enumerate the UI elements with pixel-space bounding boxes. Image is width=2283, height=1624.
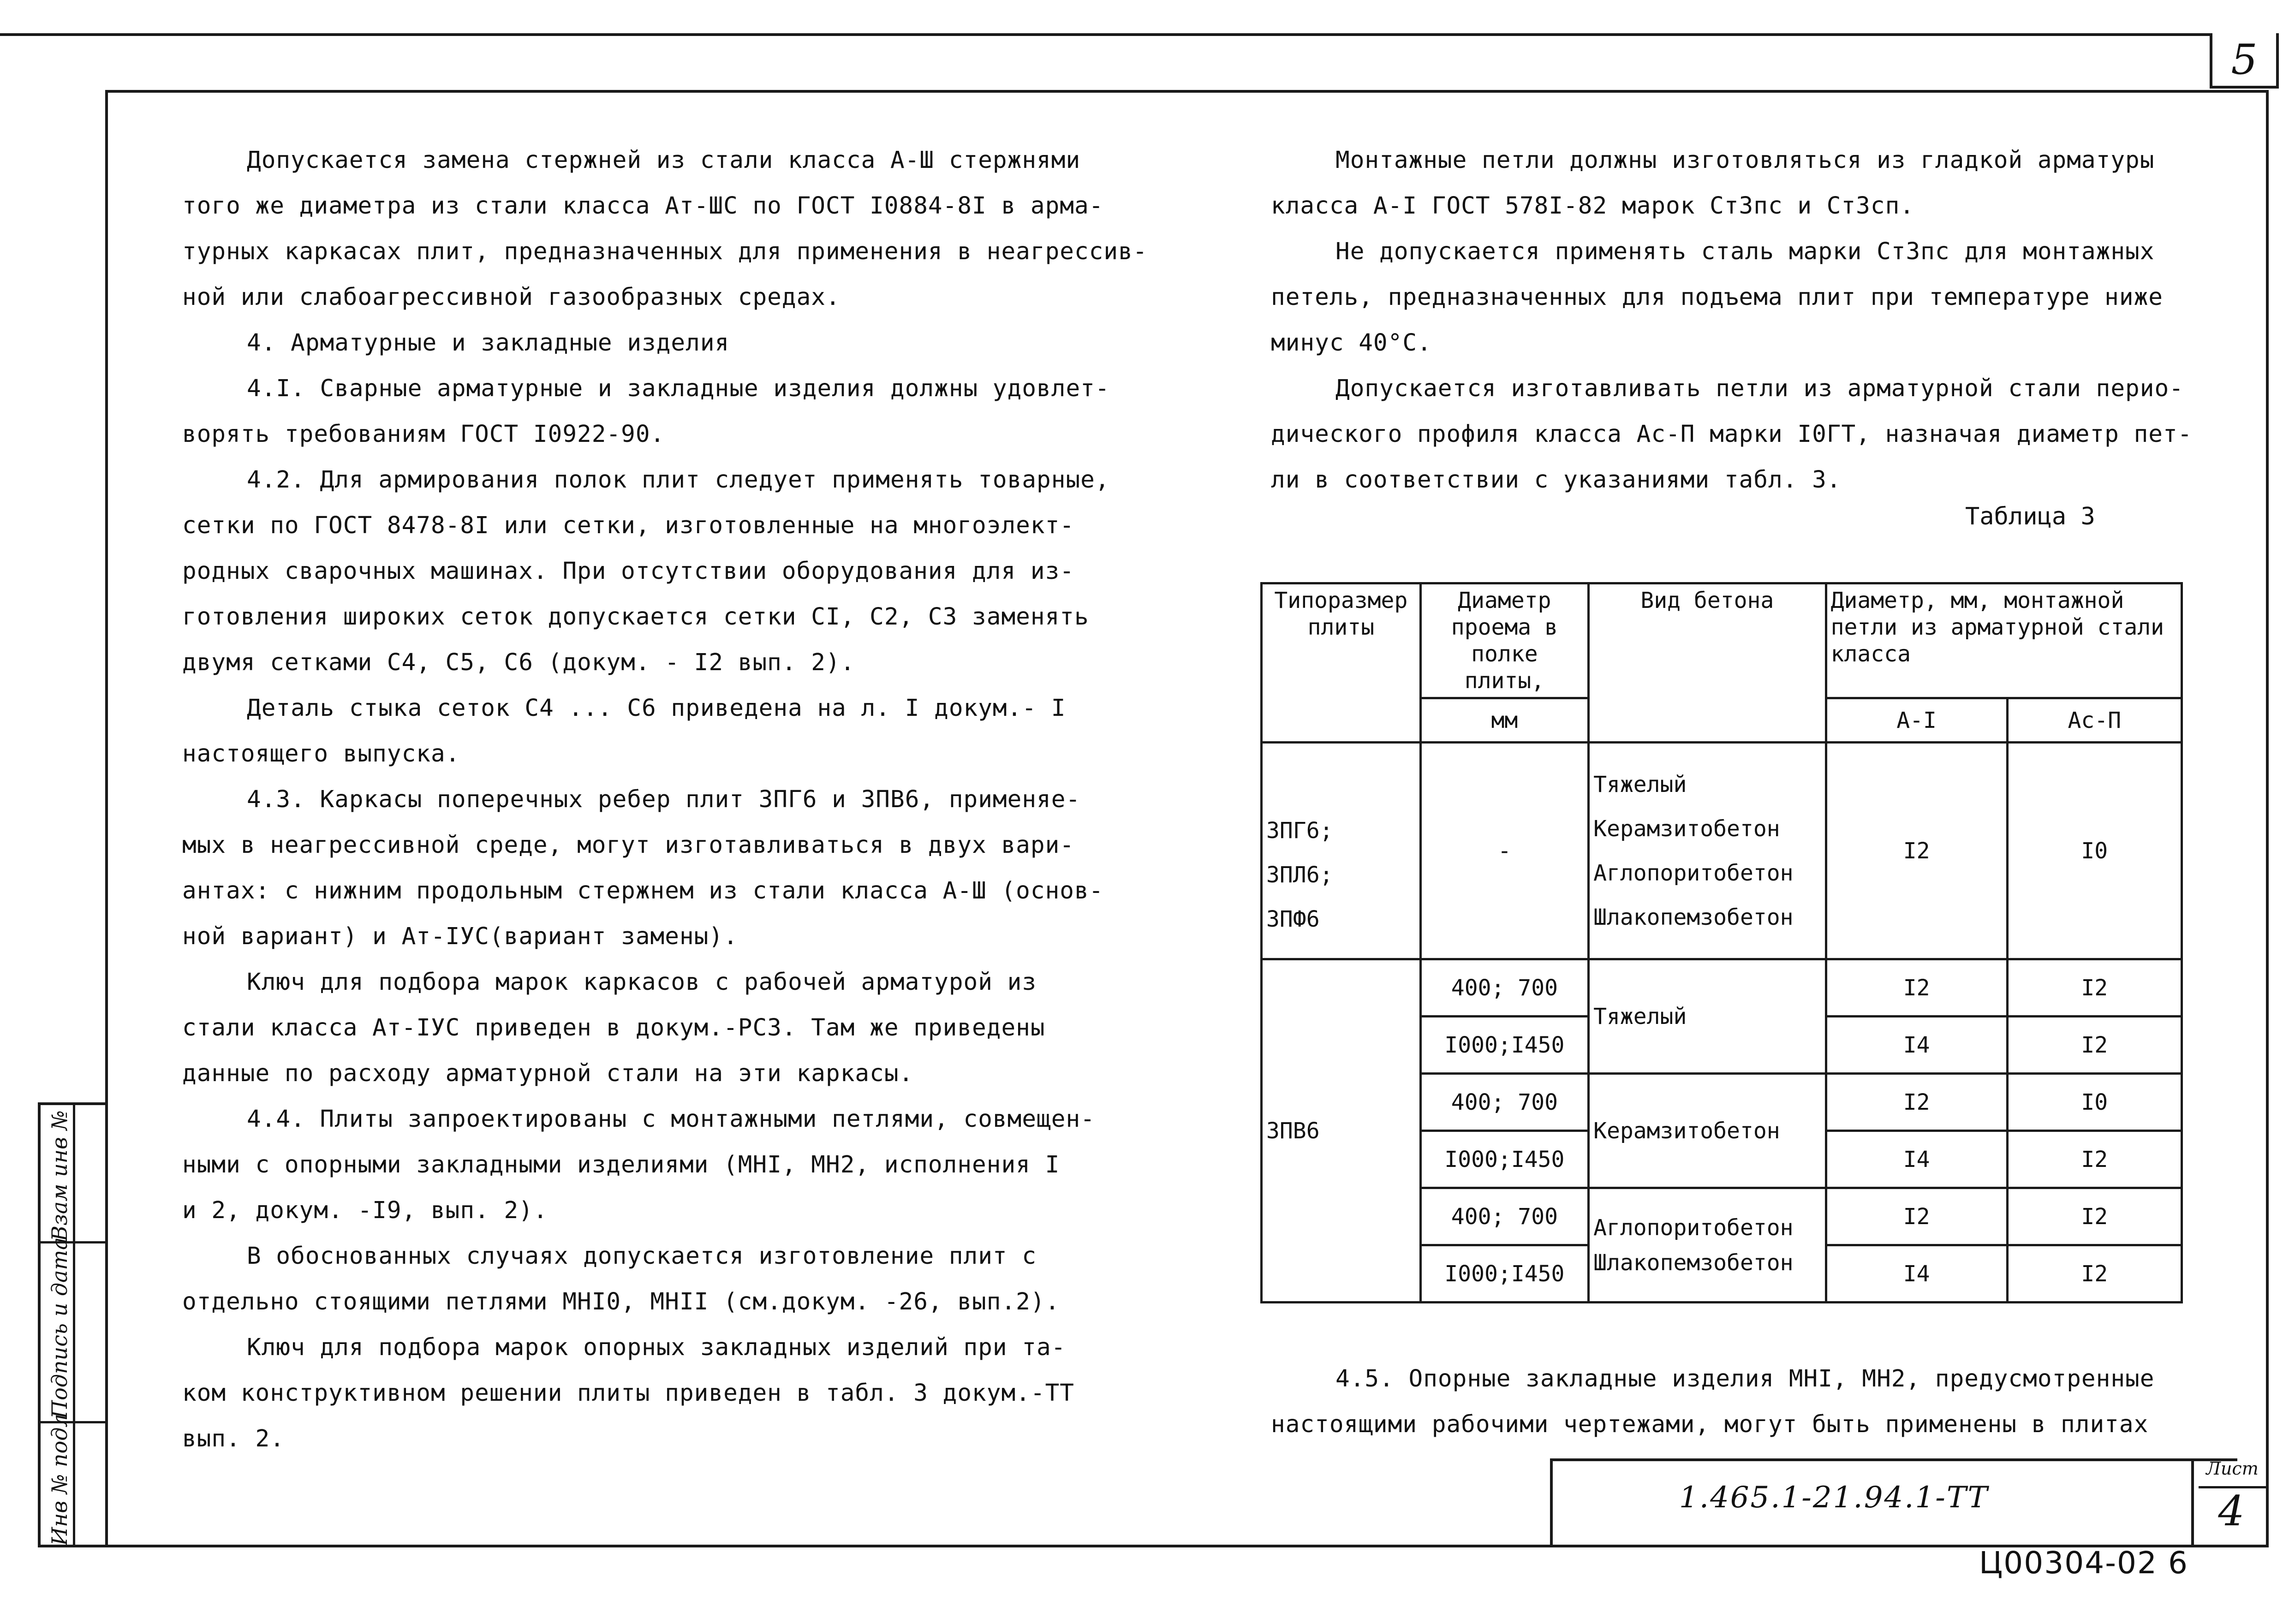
header-ac2: Ас-П <box>2007 698 2182 743</box>
text-line: антах: с нижним продольным стержнем из стали класса А-Ш (основ- <box>182 877 1104 904</box>
text-line: 4.5. Опорные закладные изделия МНI, МН2, предусмотренные <box>1335 1365 2155 1392</box>
ac2-cell: I2 <box>2007 959 2182 1017</box>
size-item: ЗПГ6; <box>1266 817 1333 844</box>
sheet-number: 5 <box>2210 33 2279 89</box>
text-line: настоящего выпуска. <box>182 740 460 767</box>
opening-cell: 400; 700 <box>1420 959 1588 1017</box>
archive-number: Ц00304-02 6 <box>1979 1545 2188 1581</box>
concrete-item: Аглопоритобетон <box>1593 860 1794 886</box>
table-caption: Таблица 3 <box>1965 503 2095 530</box>
text-line: турных каркасах плит, предназначенных для применения в неагрессив- <box>182 238 1148 265</box>
opening-cell: I000;I450 <box>1420 1245 1588 1303</box>
header-loop: Диаметр, мм, монтажной петли из арматурной стали класса <box>1826 583 2182 698</box>
text-line: Ключ для подбора марок опорных закладных изделий при та- <box>247 1334 1066 1361</box>
ac2-cell: I2 <box>2007 1245 2182 1303</box>
text-line: отдельно стоящими петлями МНI0, МНII (см.докум. -26, вып.2). <box>182 1288 1060 1315</box>
header-opening: Диаметр проема в полке плиты, <box>1420 583 1588 698</box>
text-line: класса А-I ГОСТ 578I-82 марок Ст3пс и Ст3сп. <box>1271 192 1915 220</box>
text-line: двумя сетками С4, С5, С6 (докум. - I2 вып. 2). <box>182 649 855 676</box>
opening-cell: 400; 700 <box>1420 1074 1588 1131</box>
a1-cell: I4 <box>1826 1131 2007 1188</box>
text-line: ворять требованиям ГОСТ I0922-90. <box>182 421 665 448</box>
text-line: 4.4. Плиты запроектированы с монтажными петлями, совмещен- <box>247 1106 1095 1133</box>
strip-label-inv: Инв № подл <box>47 1414 72 1546</box>
text-line: готовления широких сеток допускается сетки СI, С2, С3 заменять <box>182 603 1089 631</box>
ac2-cell: I2 <box>2007 1188 2182 1245</box>
concrete-cell: Тяжелый <box>1589 959 1826 1074</box>
text-line: мых в неагрессивной среде, могут изготавливаться в двух вари- <box>182 832 1074 859</box>
opening-cell: I000;I450 <box>1420 1017 1588 1074</box>
text-line: стали класса Ат-IУС приведен в докум.-РС3. Там же приведены <box>182 1014 1045 1041</box>
opening-cell: I000;I450 <box>1420 1131 1588 1188</box>
text-line: родных сварочных машинах. При отсутствии оборудования для из- <box>182 558 1074 585</box>
strip-label-sign: Подпись и дата <box>47 1237 72 1419</box>
ac2-cell: I0 <box>2007 1074 2182 1131</box>
text-line: 4.2. Для армирования полок плит следует применять товарные, <box>247 466 1110 494</box>
header-concrete: Вид бетона <box>1589 583 1826 743</box>
strip-label-vzam: Взам инв № <box>47 1110 72 1241</box>
a1-cell: I2 <box>1826 1074 2007 1131</box>
text-line: Деталь стыка сеток С4 ... С6 приведена на л. I докум.- I <box>247 695 1066 722</box>
text-line: Не допускается применять сталь марки Ст3пс для монтажных <box>1335 238 2155 265</box>
text-line: ной вариант) и Ат-IУС(вариант замены). <box>182 923 738 950</box>
a1-cell: I2 <box>1826 959 2007 1017</box>
document-code: 1.465.1-21.94.1-ТТ <box>1679 1481 1989 1515</box>
text-line: того же диаметра из стали класса Ат-ШС по ГОСТ I0884-8I в арма- <box>182 192 1104 220</box>
header-opening-unit: мм <box>1420 698 1588 743</box>
text-line: и 2, докум. -I9, вып. 2). <box>182 1197 548 1224</box>
text-line: Допускается замена стержней из стали класса А-Ш стержнями <box>247 147 1081 174</box>
opening-cell: 400; 700 <box>1420 1188 1588 1245</box>
text-line: вып. 2. <box>182 1425 285 1452</box>
left-text-column <box>182 137 1148 1462</box>
group1-concretes <box>1589 743 1826 959</box>
size-item: ЗПФ6 <box>1266 906 1320 932</box>
a1-cell: I4 <box>1826 1245 2007 1303</box>
concrete-item: Шлакопемзобетон <box>1593 904 1794 930</box>
table-3 <box>1260 582 2183 1303</box>
size-item: ЗПЛ6; <box>1266 862 1333 888</box>
sheet-value: 4 <box>2218 1487 2245 1535</box>
text-line: В обоснованных случаях допускается изготовление плит с <box>247 1243 1037 1270</box>
text-line: петель, предназначенных для подъема плит при температуре ниже <box>1271 284 2163 311</box>
text-line: ной или слабоагрессивной газообразных средах. <box>182 284 840 311</box>
text-line: данные по расходу арматурной стали на эти каркасы. <box>182 1060 914 1087</box>
text-line: минус 40°С. <box>1271 329 1432 357</box>
text-line: 4.I. Сварные арматурные и закладные изделия должны удовлет- <box>247 375 1110 402</box>
text-line: Допускается изготавливать петли из арматурной стали перио- <box>1335 375 2184 402</box>
concrete-cell: Керамзитобетон <box>1589 1074 1826 1188</box>
group1-sizes <box>1262 743 1421 959</box>
text-line: настоящими рабочими чертежами, могут быть применены в плитах <box>1271 1411 2149 1438</box>
group1-a1: I2 <box>1826 743 2007 959</box>
text-line: сетки по ГОСТ 8478-8I или сетки, изготовленные на многоэлект- <box>182 512 1074 539</box>
sheet-box <box>2191 1458 2269 1546</box>
a1-cell: I4 <box>1826 1017 2007 1074</box>
header-size: Типоразмер плиты <box>1262 583 1421 743</box>
concrete-item: Керамзитобетон <box>1593 815 1780 842</box>
group1-ac2: I0 <box>2007 743 2182 959</box>
ac2-cell: I2 <box>2007 1131 2182 1188</box>
header-a1: А-I <box>1826 698 2007 743</box>
text-line: 4. Арматурные и закладные изделия <box>247 329 730 357</box>
ac2-cell: I2 <box>2007 1017 2182 1074</box>
sheet-label: Лист <box>2199 1458 2266 1488</box>
text-line: ными с опорными закладными изделиями (МНI, МН2, исполнения I <box>182 1151 1060 1178</box>
concrete-cell: Аглопоритобетон Шлакопемзобетон <box>1589 1188 1826 1303</box>
side-strip <box>38 1102 105 1547</box>
text-line: Монтажные петли должны изготовляться из гладкой арматуры <box>1335 147 2155 174</box>
text-line: ли в соответствии с указаниями табл. 3. <box>1271 466 1842 494</box>
frame-top-line <box>0 33 2210 36</box>
right-text-column-top <box>1271 137 2192 503</box>
text-line: дического профиля класса Ас-П марки I0ГТ, назначая диаметр пет- <box>1271 421 2193 448</box>
right-text-column-bottom <box>1271 1356 2154 1447</box>
text-line: ком конструктивном решении плиты приведен в табл. 3 докум.-ТТ <box>182 1380 1074 1407</box>
a1-cell: I2 <box>1826 1188 2007 1245</box>
group2-size: ЗПВ6 <box>1262 959 1421 1303</box>
text-line: 4.3. Каркасы поперечных ребер плит ЗПГ6 и ЗПВ6, применяе- <box>247 786 1081 813</box>
group1-opening: - <box>1420 743 1588 959</box>
text-line: Ключ для подбора марок каркасов с рабочей арматурой из <box>247 969 1037 996</box>
concrete-item: Тяжелый <box>1593 771 1687 797</box>
